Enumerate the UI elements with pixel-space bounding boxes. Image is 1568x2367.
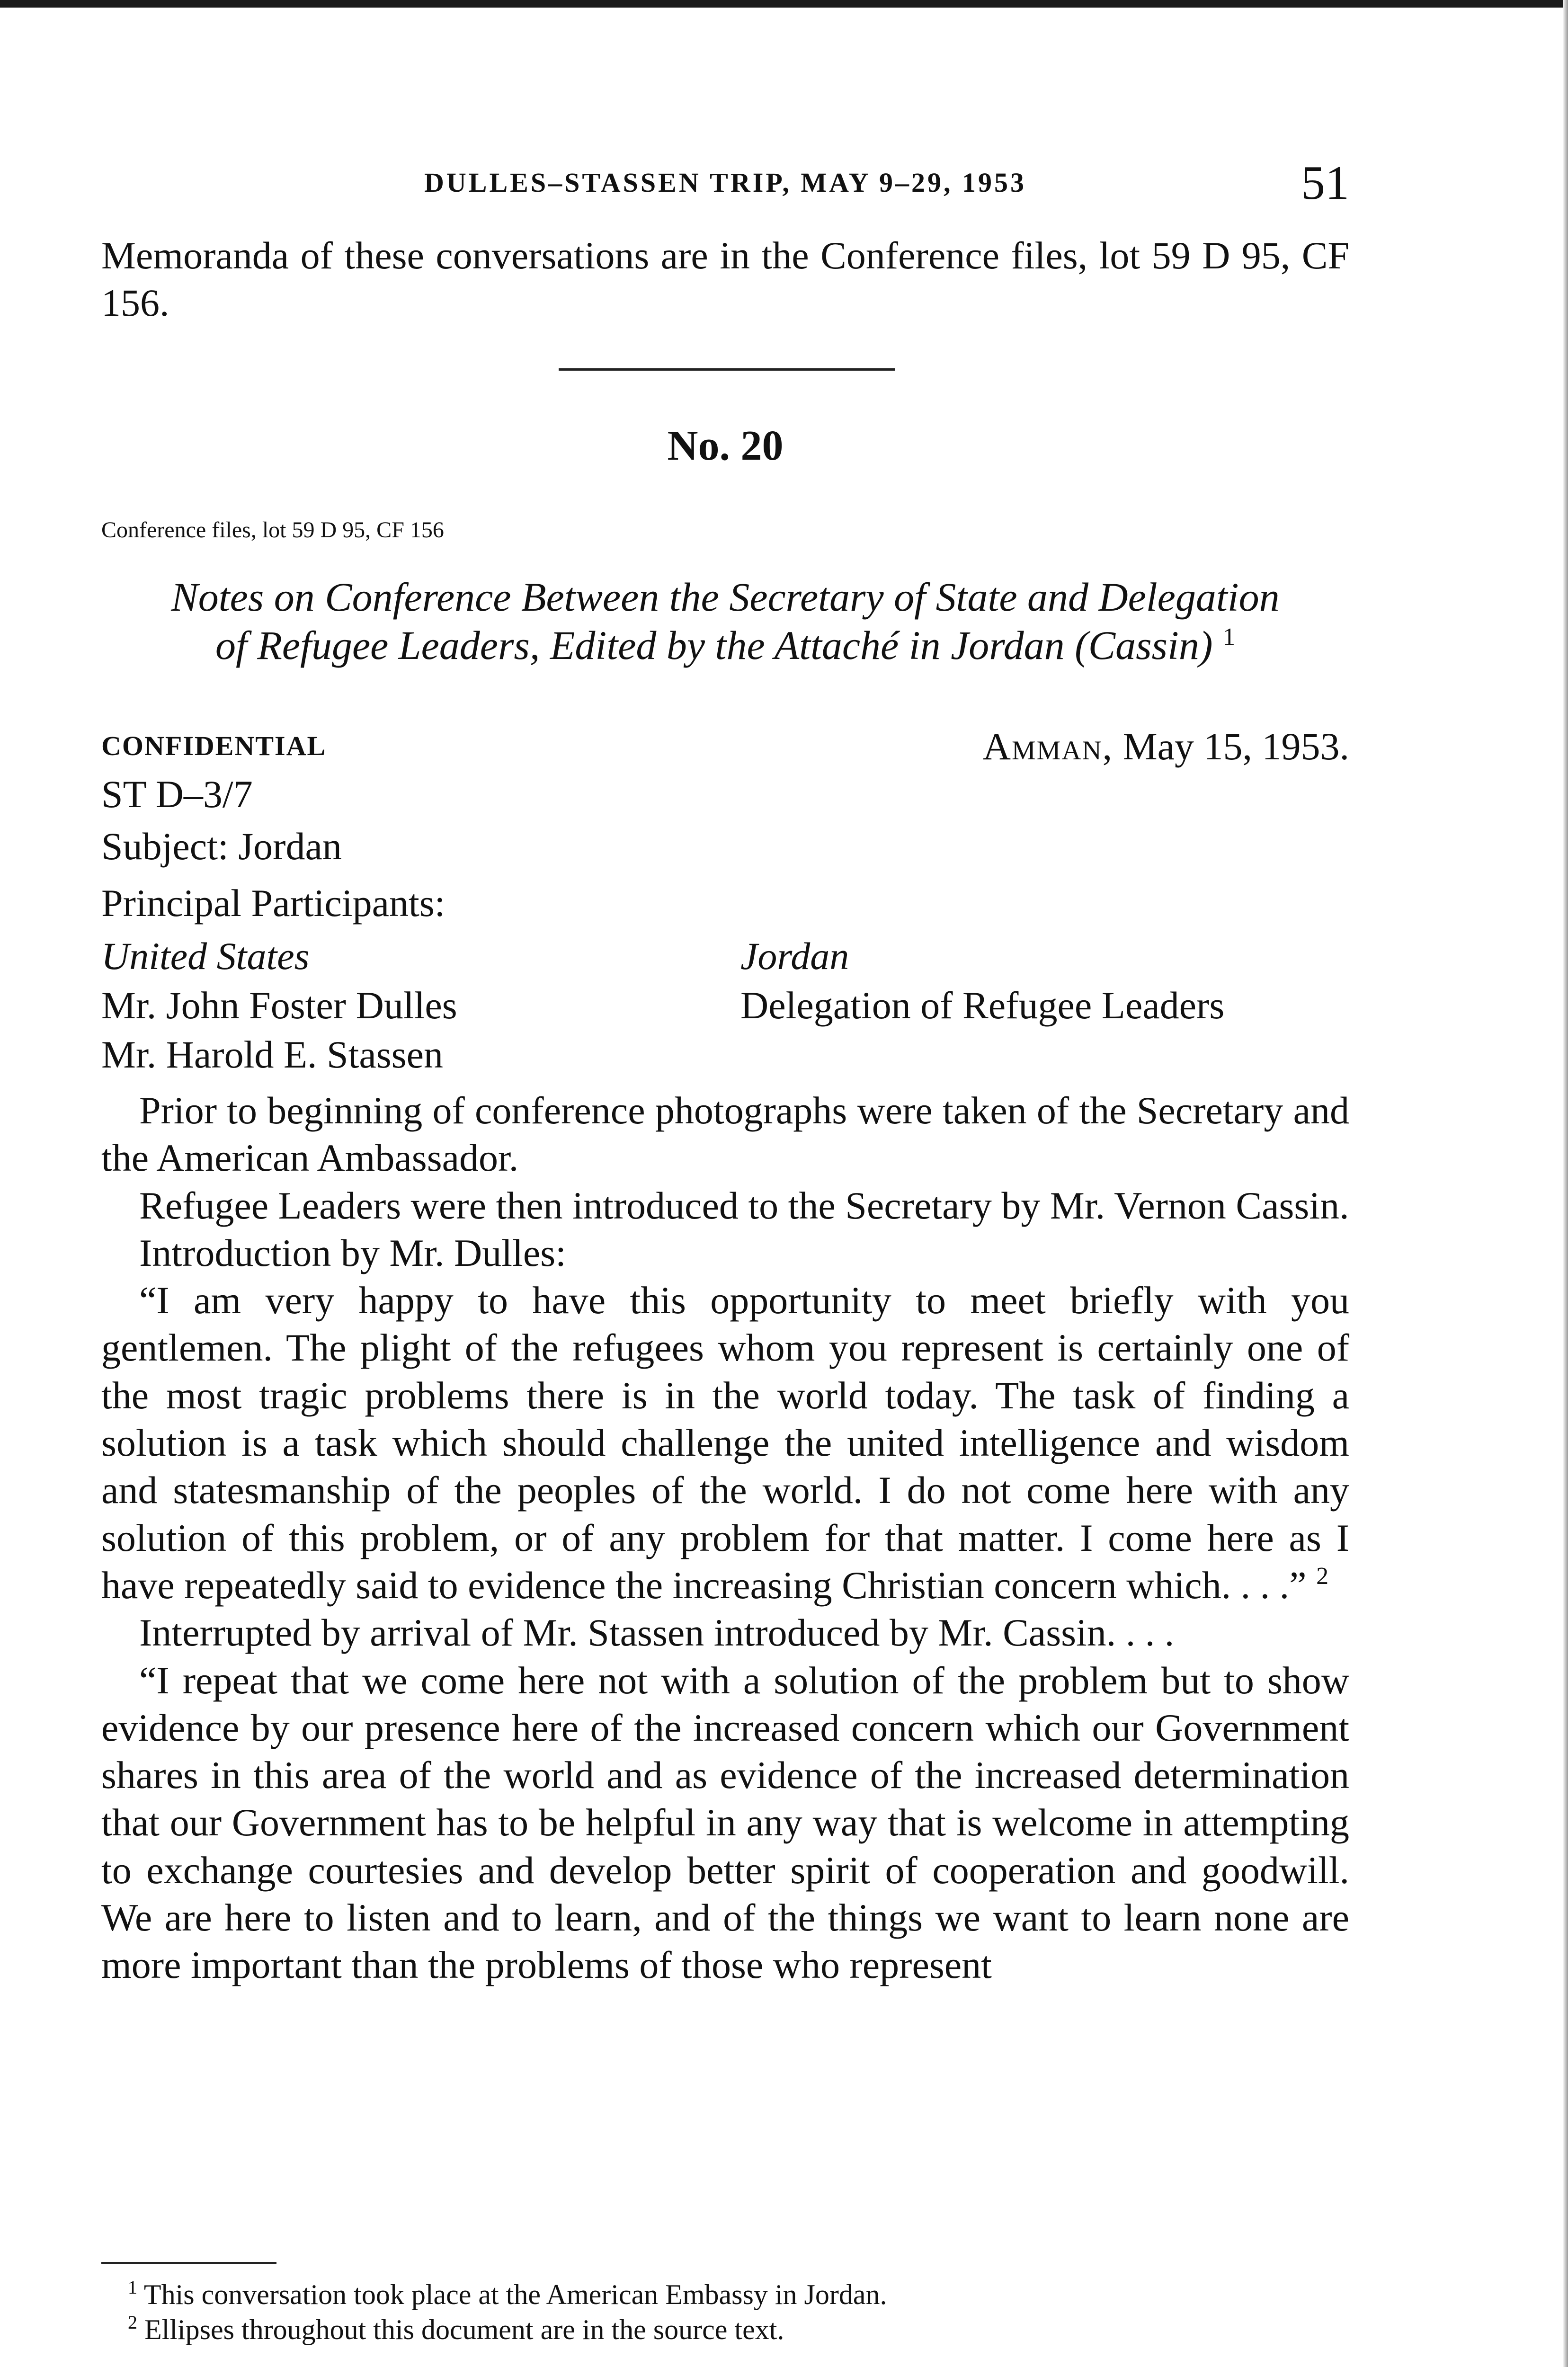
footnote-text: This conversation took place at the American Embassy in Jordan.	[143, 2279, 887, 2310]
running-head-title: DULLES–STASSEN TRIP, MAY 9–29, 1953	[424, 167, 1026, 198]
document-title-line-2	[101, 621, 1349, 669]
document-title-line-1: Notes on Conference Between the Secretary of State and Delegation	[171, 574, 1280, 620]
document-number: No. 20	[667, 422, 784, 469]
footnote-ref-1: 1	[1223, 623, 1236, 650]
participants-us-heading: United States	[101, 934, 310, 978]
body-text	[101, 1087, 1349, 1989]
memo-metadata	[101, 771, 1349, 932]
body-paragraph: “I repeat that we come here not with a solution of the problem but to show evidence by our presence here of the increased concern which our Government shares in this area of the world and as evidence of the increased determination that our Government has to be helpful in any way that is welcome in attempting to exchange courtesies and develop better spirit of cooperation and goodwill. We are here to listen and to learn, and of the things we want to learn none are more important than the problems of those who represent	[101, 1658, 1349, 1987]
footnote-1	[101, 2277, 1349, 2312]
participants-heading: Principal Participants:	[101, 881, 445, 925]
opening-paragraph-block	[101, 232, 1349, 327]
footnote-marker: 2	[128, 2312, 137, 2333]
place: Amman,	[982, 725, 1114, 768]
footnote-ref-2: 2	[1316, 1562, 1329, 1590]
footnote-2	[101, 2312, 1349, 2347]
footnotes	[101, 2277, 1349, 2347]
body-paragraph: Interrupted by arrival of Mr. Stassen introduced by Mr. Cassin. . . .	[139, 1611, 1175, 1655]
participants-jordan-column	[740, 932, 1224, 1030]
document-title-line-2-text: of Refugee Leaders, Edited by the Attaché in Jordan (Cassin)	[215, 623, 1213, 668]
classification-line	[101, 724, 1349, 772]
document-title	[101, 573, 1349, 669]
footnote-divider	[101, 2262, 276, 2264]
serial-number: ST D–3/7	[101, 773, 253, 816]
body-paragraph: Refugee Leaders were then introduced to the Secretary by Mr. Vernon Cassin.	[139, 1184, 1349, 1227]
source-note: Conference files, lot 59 D 95, CF 156	[101, 517, 444, 543]
scan-right-edge	[1563, 0, 1568, 2367]
place-date	[983, 724, 1349, 769]
footnote-text: Ellipses throughout this document are in the source text.	[144, 2314, 784, 2345]
subject-line: Subject: Jordan	[101, 825, 342, 868]
dulles-quote-paragraph	[101, 1277, 1349, 1609]
participant-name: Mr. Harold E. Stassen	[101, 1033, 443, 1076]
dulles-quote-text: “I am very happy to have this opportunity to meet briefly with you gentlemen. The plight of the refugees whom you represent is certainly one of the most tragic problems there is in the world today. The task of finding a solution is a task which should challenge the united intelligence and wisdom and statesmanship of the peoples of the world. I do not come here with any solution of this problem, or of any problem for that matter. I come here as I have repeatedly said to evidence the increasing Christian concern which. . . .”	[101, 1279, 1349, 1607]
body-paragraph: Introduction by Mr. Dulles:	[139, 1231, 566, 1274]
participants-jordan-heading: Jordan	[740, 934, 849, 978]
participants-us-column	[101, 932, 457, 1079]
classification-label: CONFIDENTIAL	[101, 730, 327, 761]
footnote-marker: 1	[128, 2277, 137, 2298]
body-paragraph: Prior to beginning of conference photographs were taken of the Secretary and the American Ambassador.	[101, 1089, 1349, 1180]
participant-name: Delegation of Refugee Leaders	[740, 984, 1225, 1027]
participant-name: Mr. John Foster Dulles	[101, 984, 457, 1027]
opening-paragraph: Memoranda of these conversations are in the Conference files, lot 59 D 95, CF 156.	[101, 234, 1349, 324]
section-divider	[559, 368, 895, 371]
running-head	[101, 156, 1349, 213]
document-page	[101, 0, 1349, 2367]
page-number: 51	[1301, 156, 1349, 210]
date: May 15, 1953.	[1123, 725, 1349, 768]
